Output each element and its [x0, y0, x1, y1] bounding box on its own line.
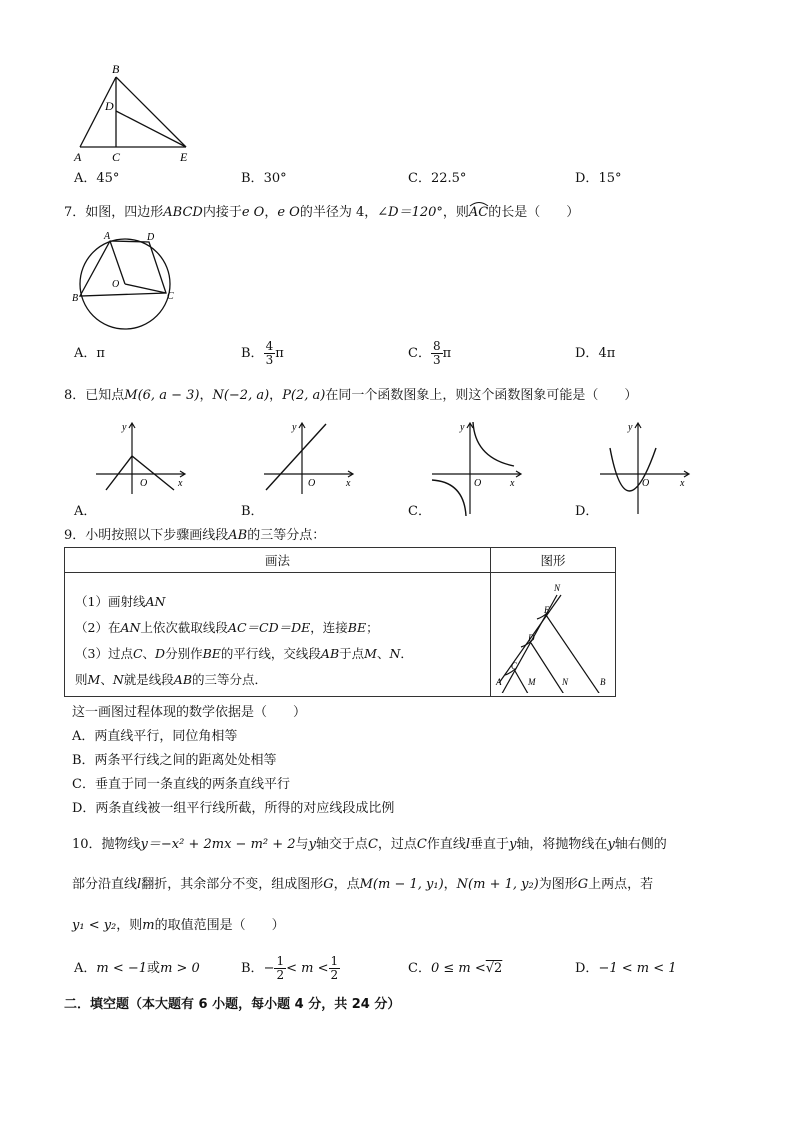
q7-label-D: D — [147, 232, 155, 243]
q9-step1: （1）画射线AN — [75, 594, 166, 609]
q8a-origin: O — [140, 478, 148, 489]
q8a-x-label: x — [178, 478, 183, 489]
q9-col-figure: 图形 — [491, 548, 616, 573]
q9-stem: 9．小明按照以下步骤画线段AB的三等分点： — [64, 528, 326, 543]
q6-label-E: E — [180, 150, 188, 164]
q9-step3: （3）过点C、D分别作BE的平行线，交线段AB于点M、N． — [75, 646, 413, 661]
q6-triangle-figure — [70, 60, 200, 166]
q9-fig-label-B: B — [600, 677, 606, 687]
q7-option-d[interactable]: D．4π — [575, 346, 616, 361]
section-2-heading: 二．填空题（本大题有 6 小题，每小题 4 分，共 24 分） — [64, 997, 401, 1012]
q9-figure-baseline-labels — [492, 674, 616, 688]
q6-label-D: D — [105, 99, 114, 113]
q8-option-a[interactable]: A． — [74, 504, 97, 519]
q9-fig-label-C: C — [511, 661, 518, 671]
q8-option-b[interactable]: B． — [241, 504, 264, 519]
q9-col-method: 画法 — [65, 548, 491, 573]
q6-label-B: B — [112, 62, 120, 76]
q8d-y-label: y — [628, 422, 633, 433]
q7-option-c[interactable]: C． $\frac{8}{3}$ π — [408, 339, 452, 367]
q6-option-a[interactable]: A．45° — [74, 171, 120, 186]
q7-label-O: O — [112, 279, 120, 290]
q10-option-a[interactable]: A．m < −1或m > 0 — [74, 961, 200, 976]
q7-circle-figure — [70, 228, 190, 336]
q7-label-C: C — [167, 291, 174, 302]
q8b-x-label: x — [346, 478, 351, 489]
q9-fig-label-N: N — [562, 677, 569, 687]
q7-option-a[interactable]: A．π — [74, 346, 105, 361]
q7-arc: AC — [469, 205, 488, 220]
q8-graph-c — [428, 418, 528, 518]
q9-fig-label-D: D — [528, 633, 535, 643]
q8c-y-label: y — [460, 422, 465, 433]
q6-label-A: A — [74, 150, 82, 164]
q10-line2: 部分沿直线l翻折，其余部分不变，组成图形G，点M(m − 1, y₁)，N(m + 1, y₂)为图形G上两点，若 — [72, 877, 654, 892]
q9-option-c[interactable]: C．垂直于同一条直线的两条直线平行 — [72, 777, 290, 792]
q7-label-B: B — [72, 293, 79, 304]
q8-graph-b — [260, 418, 360, 498]
q8c-x-label: x — [510, 478, 515, 489]
q10-line1: 10．抛物线y＝−x² + 2mx − m² + 2与y轴交于点C，过点C作直线l垂直于y轴，将抛物线在y轴右侧的 — [72, 837, 667, 852]
q7-stem: 7．如图，四边形ABCD内接于e O，e O的半径为 4，∠D＝120°，则 AC的长是（ ） — [64, 204, 579, 222]
q10-line3: y₁ < y₂，则m的取值范围是（ ） — [72, 918, 285, 933]
q8-option-d[interactable]: D． — [575, 504, 599, 519]
q7-option-b[interactable]: B． $\frac{4}{3}$ π — [241, 339, 284, 367]
q8-option-c[interactable]: C． — [408, 504, 431, 519]
q9-fig-label-M: M — [528, 677, 536, 687]
q9-fig-label-N-top: N — [554, 583, 561, 593]
q6-option-c[interactable]: C．22.5° — [408, 171, 467, 186]
q9-option-a[interactable]: A．两直线平行，同位角相等 — [72, 729, 238, 744]
q8d-x-label: x — [680, 478, 685, 489]
q9-step4: 则M、N就是线段AB的三等分点． — [75, 672, 268, 687]
q9-option-d[interactable]: D．两条直线被一组平行线所截，所得的对应线段成比例 — [72, 801, 395, 816]
q6-label-C: C — [112, 150, 121, 164]
q6-option-d[interactable]: D．15° — [575, 171, 622, 186]
q8c-origin: O — [474, 478, 482, 489]
q8a-y-label: y — [122, 422, 127, 433]
q10-option-c[interactable]: C．0 ≤ m <√2 — [408, 961, 503, 976]
q6-option-b[interactable]: B．30° — [241, 171, 287, 186]
q9-question: 这一画图过程体现的数学依据是（ ） — [72, 705, 307, 720]
q10-option-d[interactable]: D．−1 < m < 1 — [575, 961, 677, 976]
q7-label-A: A — [104, 231, 111, 242]
q8-graph-a — [92, 418, 192, 498]
q8d-origin: O — [642, 478, 650, 489]
q8-graph-d — [596, 418, 696, 518]
q8b-y-label: y — [292, 422, 297, 433]
q9-step2: （2）在AN上依次截取线段AC＝CD＝DE，连接BE； — [75, 620, 379, 635]
q9-method-cell — [65, 573, 491, 697]
q8b-origin: O — [308, 478, 316, 489]
q9-fig-label-A: A — [496, 677, 502, 687]
q9-option-b[interactable]: B．两条平行线之间的距离处处相等 — [72, 753, 277, 768]
q9-fig-label-E: E — [544, 605, 550, 615]
q10-option-b[interactable]: B．− $\frac{1}{2}$ < m < $\frac{1}{2}$ — [241, 954, 339, 982]
arc-mark-icon — [469, 201, 489, 207]
q8-stem: 8．已知点M(6, a − 3)，N(−2, a)，P(2, a)在同一个函数图象上，则这个函数图象可能是（ ） — [64, 388, 638, 403]
